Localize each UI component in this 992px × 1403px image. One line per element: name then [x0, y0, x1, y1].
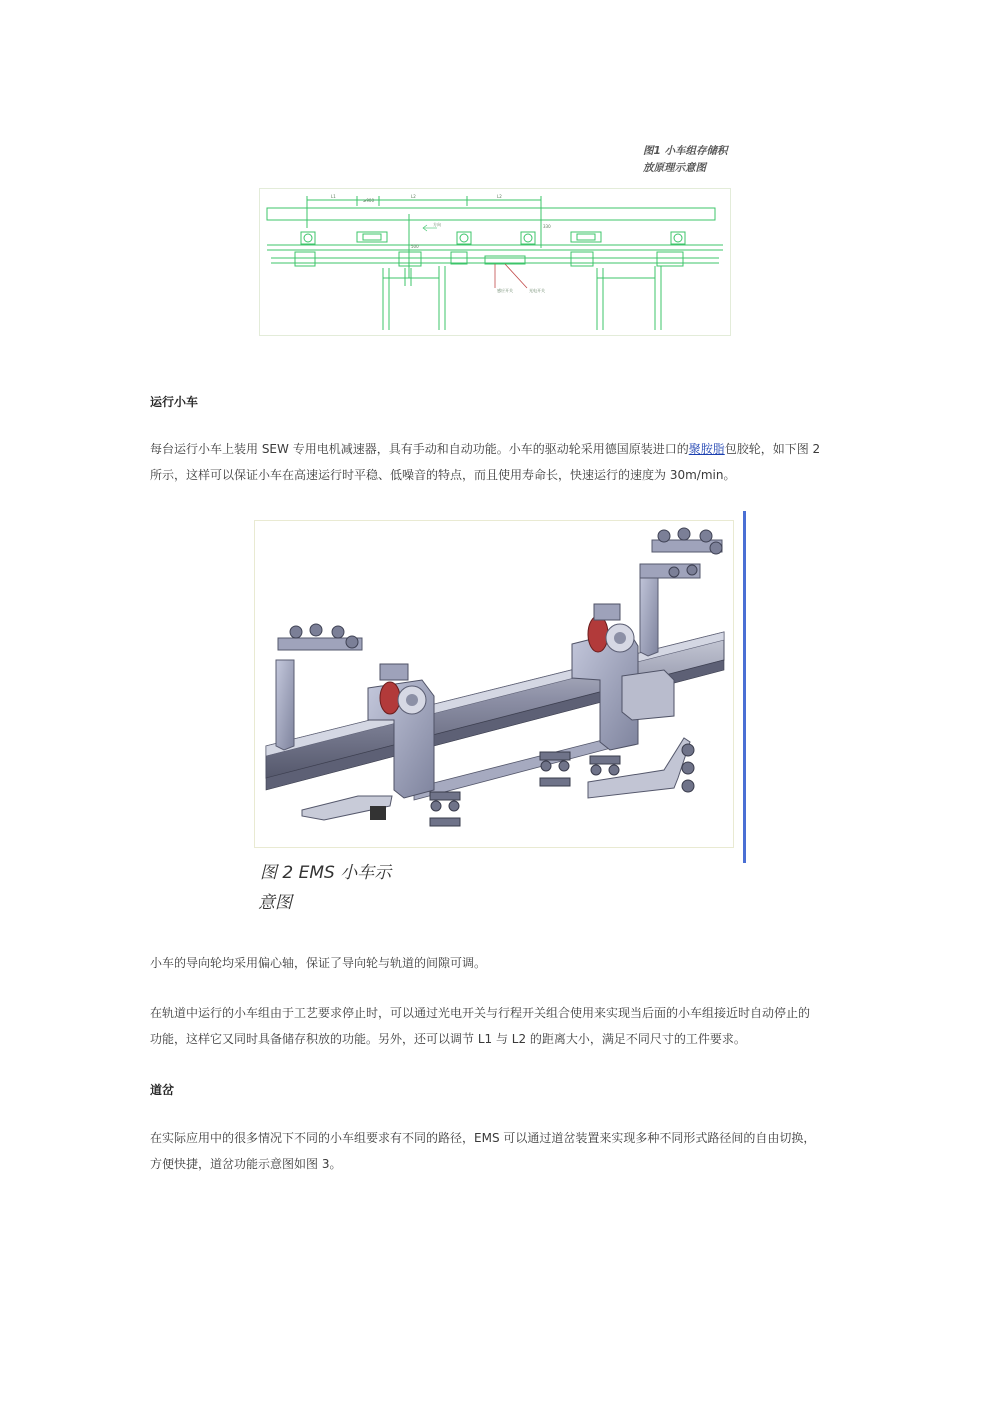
- link-polyurethane[interactable]: 聚胺脂: [688, 442, 725, 456]
- section-heading-switch: 道岔: [150, 1083, 175, 1097]
- figure1-caption-line1: 图1 小车组存储积: [643, 145, 728, 157]
- fig1-dim-l1: L1: [331, 194, 336, 199]
- figure2-side-scrollbar: [743, 511, 746, 863]
- paragraph-line: 在实际应用中的很多情况下不同的小车组要求有不同的路径，EMS 可以通过道岔装置来实现多种不同形式路径间的自由切换，: [150, 1131, 816, 1145]
- paragraph-line: 在轨道中运行的小车组由于工艺要求停止时，可以通过光电开关与行程开关组合使用来实现当后面的小车组接近时自动停止的: [150, 1006, 811, 1020]
- paragraph-guide-wheels: [150, 950, 850, 976]
- figure1-drawing: [259, 188, 731, 336]
- fig1-dim-l2: L2: [411, 194, 416, 199]
- fig1-dim-small: 500: [411, 244, 419, 249]
- section-heading-running-trolley: 运行小车: [150, 395, 199, 409]
- text-span: 每台运行小车上装用 SEW 专用电机减速器，具有手动和自动功能。小车的驱动轮采用德国原装进口的: [150, 442, 689, 456]
- paragraph-line: 小车的导向轮均采用偏心轴，保证了导向轮与轨道的间隙可调。: [150, 956, 487, 970]
- figure2-caption-line2: 意图: [258, 893, 292, 913]
- paragraph-line: [150, 436, 850, 462]
- fig1-dir: 方向: [433, 222, 441, 227]
- figure2-ems-trolley-render: [254, 520, 734, 848]
- paragraph-line: 所示，这样可以保证小车在高速运行时平稳、低噪音的特点，而且使用寿命长，快速运行的速度为 30m/min。: [150, 468, 736, 482]
- text-span: 包胶轮，如下图 2: [724, 442, 821, 456]
- fig1-callout-2: 光电开关: [529, 288, 545, 293]
- paragraph-line: 方便快捷，道岔功能示意图如图 3。: [150, 1157, 342, 1171]
- fig1-dim-mid: ≥900: [363, 198, 374, 203]
- paragraph-switch: [150, 1125, 850, 1177]
- fig1-dim-h: 330: [543, 224, 551, 229]
- figure1-caption: [643, 143, 727, 177]
- figure1-caption-line2: 放原理示意图: [643, 162, 706, 174]
- paragraph-trolley-drive: [150, 436, 850, 488]
- fig1-dim-l2b: L2: [497, 194, 502, 199]
- paragraph-line: 功能，这样它又同时具备储存积放的功能。另外，还可以调节 L1 与 L2 的距离大小，满足不同尺寸的工件要求。: [150, 1032, 746, 1046]
- figure2-caption-line1: 图 2 EMS 小车示: [260, 863, 392, 883]
- figure2-caption: [260, 858, 391, 918]
- fig1-callout-1: 感应开关: [497, 288, 513, 293]
- paragraph-accumulation: [150, 1000, 850, 1052]
